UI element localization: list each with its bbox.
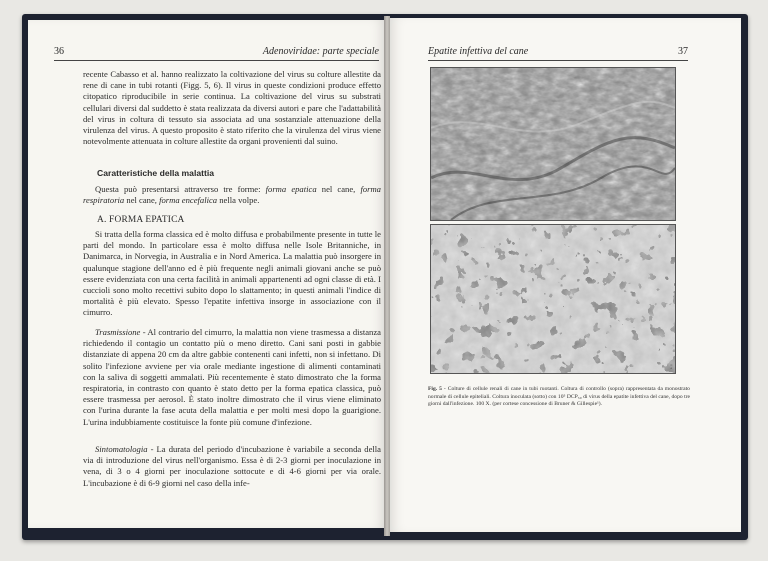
left-running-title: Adenoviridae: parte speciale (262, 46, 379, 57)
sintomatologia-label: Sintomatologia (95, 444, 148, 454)
trasmissione-paragraph (83, 327, 381, 428)
sintomatologia-paragraph (83, 444, 381, 489)
caption-label: Fig. 5 (428, 386, 442, 392)
intro-paragraph (83, 69, 381, 147)
form-epatica-tail: nel cane, (321, 184, 356, 194)
subheading-forma-epatica: A. FORMA EPATICA (97, 215, 185, 225)
left-page-header (54, 46, 379, 61)
section-title: Caratteristiche della malattia (97, 168, 215, 178)
forms-paragraph (83, 184, 381, 206)
form-encefalica-tail: nella volpe. (219, 195, 260, 206)
epatica-paragraph (83, 229, 381, 319)
left-page-number: 36 (54, 46, 64, 57)
intro-text: recente Cabasso et al. hanno realizzato la coltivazione del virus su colture allestite da rene di cane in tubi rotanti (Figg. 5, 6). Il virus in queste condizioni produce effetto citopatico riproducibile in serie continua. La coltivazione del virus su substrati cellulari diversi dal suddetto è stata realizzata da diversi autori e pare che l'adattabilità del virus in coltura di tessuto sia associata ad una sostanziale attenuazione della virulenza del virus. A questo proposito è stato riferito che la virulenza del virus viene notevolmente attenuata in colture allestite da organi provenienti dal suino. (83, 69, 381, 147)
form-encefalica: forma encefalica (159, 195, 218, 206)
epatica-text: Si tratta della forma classica ed è molto diffusa e probabilmente presente in tutte le parti del mondo. In particolare essa è molto diffusa nelle Isole Britanniche, in Danimarca, in Norvegia, in Australia e in Nord America. La malattia può insorgere in qualunque stagione dell'anno ed è più frequente negli animali giovani anche se può essere evidenziata con una certa facilità in animali appartenenti ad ogni classe di età. I cuccioli sono molto recettivi subito dopo lo slattamento; in questi animali l'indice di mortalità è più elevato. Spesso l'epatite infettiva insorge in associazione con il cimurro. (83, 229, 381, 318)
inoculated-culture-photo (430, 224, 676, 374)
forms-intro: Questa può presentarsi attraverso tre forme: (95, 184, 261, 194)
figure-caption (428, 386, 690, 409)
form-respiratoria: forma respiratoria (83, 184, 381, 206)
caption-text: - Colture di cellule renali di cane in tubi ruotanti. Coltura di controllo (sopra) rappresentata da monostrato normale di cellule epiteliali. Coltura inoculata (sotto) con 10⁵ DCP₅₀ di virus della epatite infettiva del cane, dopo tre giorni dall'infezione. 100 X. (per cortese concessione di Bruner & Gillespie¹). (428, 386, 690, 408)
right-page-header (428, 46, 688, 61)
book-spine (384, 16, 390, 536)
right-page-number: 37 (678, 46, 688, 57)
form-epatica: forma epatica (265, 184, 317, 194)
trasmissione-text: - Al contrario del cimurro, la malattia non viene trasmessa a distanza richiedendo il contagio un contatto più o meno diretto. Cani sani posti in gabbie distanziate di appena 20 cm da altre gabbie contenenti cani infetti, non si infettano. Di solito l'infezione avviene per via orale mediante ingestione di alimenti contaminati con la saliva di soggetti ammalati. Più recentemente è stato dimostrato che la forma respiratoria, in contrasto con quanto è stato detto per la forma epatica classica, può essere trasmessa per aerosol. È stato inoltre dimostrato che il virus viene eliminato con l'urina durante la fase acuta della malattia e per molti mesi dopo la guarigione. L'urina indubbiamente costituisce la fonte più comune d'infezione. (83, 327, 381, 427)
form-respiratoria-tail: nel cane, (126, 195, 157, 206)
trasmissione-label: Trasmissione (95, 327, 141, 337)
sintomatologia-text: - La durata del periodo d'incubazione è variabile a seconda della via di introduzione del virus nell'organismo. Essa è di 2-3 giorni per inoculazione in vena, di 3 o 4 giorni per inoculazione sottocute e di 4-6 giorni per via orale. L'incubazione è di 6-9 giorni nel caso della infe- (83, 444, 381, 488)
right-running-title: Epatite infettiva del cane (428, 46, 529, 57)
control-culture-photo (430, 67, 676, 221)
